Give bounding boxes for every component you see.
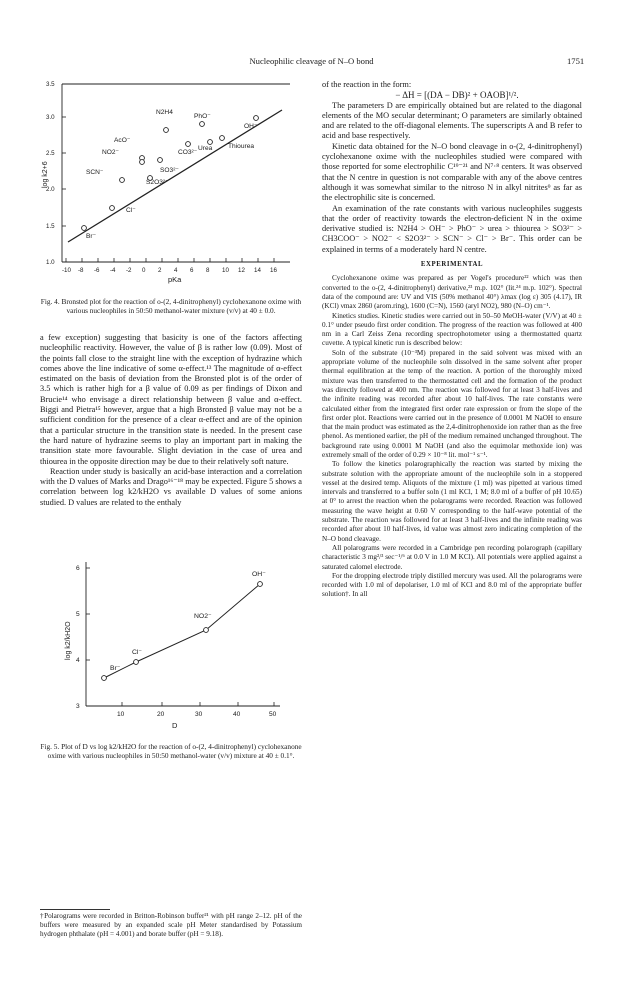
fig4-x-tick-label: 4 [174,267,178,274]
fig4-x-tick-label: -10 [62,267,71,274]
right-paragraph-3: An examination of the rate constants with various nucleophiles suggests that the order of reactivity towards the electron-deficient N in the oxime derivative studied is: N2H4 > OH⁻ > PhO⁻ > urea > thiourea > SO3²⁻ > CH3COO⁻ > NO2⁻ < S2O3²⁻ > SCN⁻ > Cl⁻ > Br⁻. This order can be explained in terms of a moderately hard N centre. [322,203,582,254]
fig4-data-point [254,116,259,121]
fig5-x-tick-label: 20 [157,711,165,718]
fig4-data-point [120,178,125,183]
exp-paragraph-6: For the dropping electrode triply distilled mercury was used. All the polarograms were recorded with 1.0 ml of depolariser, 1.0 ml of KCl and 8.0 ml of the appropriate buffer solution†. In all [322,571,582,599]
fig4-data-point [164,128,169,133]
running-title: Nucleophilic cleavage of N–O bond [249,56,374,66]
fig5-y-axis-label: log k2/kH2O [65,621,72,660]
fig5-data-point [102,676,107,681]
fig4-x-tick-label: -8 [78,267,84,274]
fig5-point-label: OH⁻ [252,571,266,578]
fig5-point-label: Cl⁻ [132,649,143,656]
fig4-data-point [220,136,225,141]
fig4-point-label: SO3²⁻ [160,167,179,174]
fig4-x-tick-label: 10 [222,267,229,274]
fig4-x-tick-label: -4 [110,267,116,274]
fig4-point-label: Cl⁻ [126,207,136,214]
fig4-y-tick-label: 1.5 [46,223,55,230]
fig5-point-label: Br⁻ [110,665,121,672]
fig5-x-tick-label: 30 [195,711,203,718]
figure-5-caption: Fig. 5. Plot of D vs log k2/kH2O for the reaction of o-(2, 4-dinitrophenyl) cyclohexanone oxime with various nucleophiles in 50:50 methanol-water (v/v) mixture at 40 ± 0.1°. [40,742,302,761]
experimental-text [322,274,582,599]
figure-5-d-plot [60,556,290,734]
fig5-point-label: NO2⁻ [194,613,212,620]
fig4-point-label: AcO⁻ [114,137,131,144]
fig4-data-point [186,142,191,147]
fig4-point-label: SCN⁻ [86,169,104,176]
fig5-data-point [134,660,139,665]
exp-paragraph-1: Cyclohexanone oxime was prepared as per Vogel's procedure²² which was then converted to the o-(2, 4-dinitrophenyl) derivative,²³ m.p. 102° (lit.²⁴ m.p. 102°). Spectral data of the compound are: UV and VIS (50% methanol 40°) λmax (log ε) 305 (4.17), IR (KCl) νmax 2860 (arom.ring), 1600 (C=N), 1560 (aryl NO2), 980 (N–O) cm⁻¹. [322,274,582,311]
fig4-x-tick-label: 14 [254,267,261,274]
fig5-data-point [204,628,209,633]
fig4-y-tick-label: 3.0 [46,114,55,121]
exp-paragraph-4: To follow the kinetics polarographically the reaction was started by mixing the substrate solution with the appropriate amount of the nucleophile soln in a stoppered vessel at the desired temp. Aliquots of the mixture (1 ml) was pipetted at various timed intervals and transferred to a buffer soln (1 ml KCl, 1 M; 8.0 ml of a buffer of pH 10.65) at 0° to arrest the reaction when the polarograms were recorded. Reaction was followed measuring the wave height at 0.60 V corresponding to the half-wave potential of the substrate. The reaction was followed for at least 3 half-lives and the infinite reading was recorded after about 10 half-lives, id value was almost zero indicating completion of the N–O bond cleavage. [322,460,582,543]
fig5-y-tick-label: 6 [76,565,80,572]
fig4-point-label: Thiourea [228,143,255,150]
fig4-x-tick-label: 12 [238,267,245,274]
fig4-x-axis-label: pKa [168,275,182,284]
right-paragraph-2: Kinetic data obtained for the N–O bond cleavage in o-(2, 4-dinitrophenyl) cyclohexanone oxime with the nucleophiles studied were compared with those reported for some electrophilic C¹⁹⁻²¹ and N⁷·⁸ centers. It was observed that the N centre in question is not comparable with any of the above centres although it was somewhat similar to the nitroso N in alkyl nitrites⁹ as far as the electrophilic site is concerned. [322,141,582,203]
fig4-x-tick-label: 0 [142,267,146,274]
fig4-point-label: Br⁻ [86,233,97,240]
section-heading-experimental: EXPERIMENTAL [420,261,484,269]
fig5-x-axis-label: D [172,721,178,730]
fig4-point-label: NO2⁻ [102,149,120,156]
figure-4-bronsted-plot [38,76,302,296]
footnote-rule [40,909,110,910]
fig4-point-label: S2O3²⁻ [146,179,169,186]
fig5-y-tick-label: 5 [76,611,80,618]
right-column-text [322,80,582,600]
fig5-x-tick-label: 10 [117,711,125,718]
fig4-x-tick-label: 2 [158,267,162,274]
fig5-data-point [258,582,263,587]
fig5-x-tick-label: 50 [269,711,277,718]
left-column-text [40,333,302,508]
exp-paragraph-5: All polarograms were recorded in a Cambridge pen recording polarograph (capillary characteristic 3 mg²/³ sec⁻¹/⁶ at 0.0 V in 1.0 M KCl). All potentials were applied against a saturated calomel electrode. [322,543,582,571]
right-paragraph-1: The parameters D are empirically obtained but are related to the diagonal elements of the MO secular determinant; O parameters are similarly obtained and are related to the off-diagonal elements. The superscripts A and B refer to acid and base respectively. [322,100,582,141]
fig4-data-point [158,158,163,163]
fig5-axes [86,562,280,706]
fig4-x-tick-label: -6 [94,267,100,274]
footnote: †Polarograms were recorded in Britton-Robinson buffer²¹ with pH range 2–12. pH of the buffers were measured by an expanded scale pH Meter standardised by Potassium hydrogen phthalate (pH = 4.001) and borate buffer (pH = 9.18). [40,912,302,938]
right-intro: of the reaction in the form: [322,80,412,89]
fig4-data-point [110,206,115,211]
fig4-y-tick-label: 3.5 [46,81,55,88]
fig5-trend-line [104,584,260,678]
fig4-point-label: OH⁻ [244,123,258,130]
fig4-y-tick-label: 2.0 [46,186,55,193]
fig4-x-tick-label: 6 [190,267,194,274]
left-paragraph-1: a few exception) suggesting that basicity is one of the factors affecting nucleophilic reactivity. However, the value of β is rather low (0.09). Most of the points fall close to the straight line with the exception of hydrazine which comes above the line indicative of some α-effect.¹³ The magnitude of α-effect estimated on the basis of deviation from the Bronsted plot is of the order of 3.5 which is rather high for a β value of 0.09 as per findings of Dixon and Brucie¹⁴ who envisage a direct relationship between β value and α-effect. Biggi and Pietra¹⁵ however, argue that a high Bronsted β value may not be a sufficient condition for the presence of a clear α-effect and are of the opinion that a particular structure in the transition state is needed. In the present case the hard nature of hydrazine seems to play an important part in making the transition state more favourable. Slight deviation in the case of urea and thiourea in the opposite direction may be due to their relatively soft nature. [40,333,302,466]
fig4-x-tick-label: 16 [270,267,277,274]
fig4-point-label: Urea [198,145,213,152]
fig4-data-point [200,122,205,127]
d-o-equation: − ΔH = [(DA − DB)² + OAOB]¹/². [395,90,519,101]
fig4-x-tick-label: -2 [126,267,132,274]
fig4-data-point [82,226,87,231]
fig5-y-tick-label: 4 [76,657,80,664]
fig4-point-label: N2H4 [156,109,173,116]
fig4-point-label: PhO⁻ [194,113,211,120]
figure-4-caption: Fig. 4. Bronsted plot for the reaction of o-(2, 4-dinitrophenyl) cyclohexanone oxime with various nucleophiles in 50:50 methanol-water mixture (v/v) at 40 ± 0.0. [40,297,302,316]
page-number: 1751 [567,56,585,66]
fig5-x-tick-label: 40 [233,711,241,718]
exp-paragraph-3: Soln of the substrate (10⁻³M) prepared in the said solvent was mixed with an appropriate volume of the nucleophile soln dissolved in the same solvent after proper thermal equilibration at the temp of the reaction. A portion of the thoroughly mixed mixture was then transferred to the thermostatted cell and the formation of the product was directly followed at 400 nm. The reaction was followed for at least 3 half-lives and the infinite reading was recorded after about 10 half-lives. The rate constants were calculated either from the integrated first order rate expression or from the slope of the first order plot. Reactions were carried out in the presence of 0.0001 M NaOH to ensure that the main product was estimated as the 2,4-dinitrophenoxide ion rather than as the free phenol. As mentioned earlier, the pH of the medium remained unchanged throughout. The background rate using 0.0001 M NaOH (and also the equimolar methoxide ion) was extremely small of the order of 0.29 × 10⁻⁸ lit. mol⁻¹ s⁻¹. [322,348,582,459]
fig4-data-point [140,160,145,165]
fig5-y-tick-label: 3 [76,703,80,710]
fig4-y-tick-label: 1.0 [46,259,55,266]
fig4-x-tick-label: 8 [206,267,210,274]
fig4-y-tick-label: 2.5 [46,150,55,157]
exp-paragraph-2: Kinetics studies. Kinetic studies were carried out in 50–50 MeOH-water (V/V) at 40 ± 0.1° under pseudo first order condition. The progress of the reaction was followed at 400 nm in a Carl Zeiss Zena recording spectrophotometer using a thermostatted quartz cuvette. A typical kinetic run is described below: [322,311,582,348]
fig4-data-point [208,140,213,145]
fig4-y-axis-label: log k2+6 [42,161,49,188]
left-paragraph-2: Reaction under study is basically an acid-base interaction and a correlation with the D values of Marks and Drago¹⁶⁻¹⁸ may be expected. Figure 5 shows a correlation between log k2/kH2O vs available D values of some anions studied. D values are related to the enthaly [40,466,302,507]
fig4-point-label: CO3²⁻ [178,149,198,156]
